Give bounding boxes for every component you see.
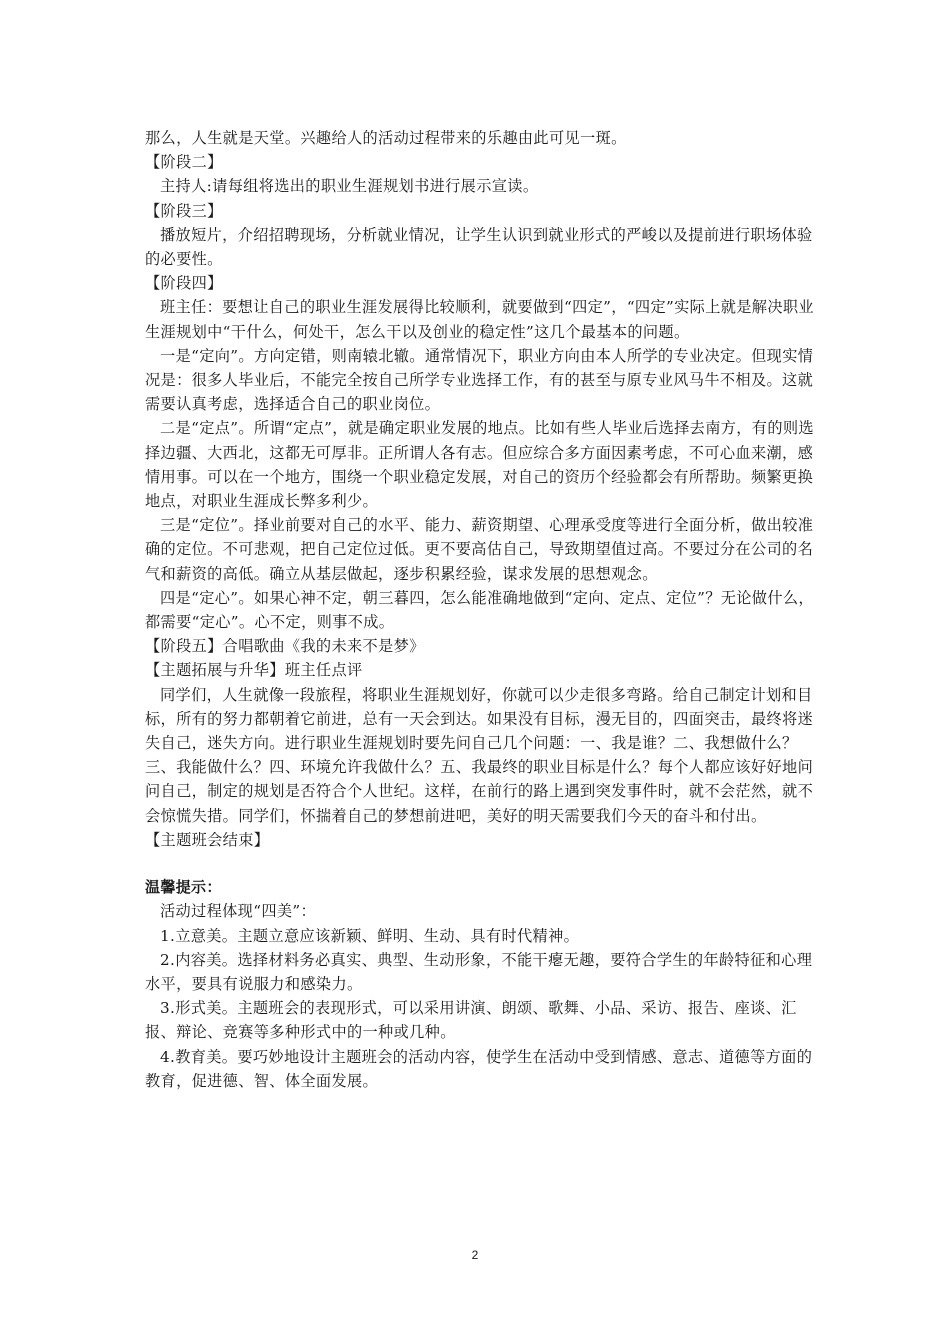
section-heading: 【主题班会结束】 [145,830,270,849]
tips-paragraph: 活动过程体现“四美”： [160,902,317,921]
tips-paragraph: 1.立意美。主题立意应该新颖、鲜明、生动、具有时代精神。 [160,926,580,945]
tips-paragraph: 2.内容美。选择材料务必真实、典型、生动形象，不能干瘪无趣，要符合学生的年龄特征和心理水平，要具有说服力和感染力。 [145,950,813,993]
section-heading: 【阶段二】 [145,153,223,172]
section-heading: 【阶段四】 [145,274,223,293]
paragraph: 二是“定点”。所谓“定点”，就是确定职业发展的地点。比如有些人毕业后选择去南方，有的则选择边疆、大西北，这都无可厚非。正所谓人各有志。但应综合多方面因素考虑，不可心血来潮，感情用事。可以在一个地方，围绕一个职业稳定发展，对自己的资历个经验都会有所帮助。频繁更换地点，对职业生涯成长弊多利少。 [145,419,814,511]
paragraph: 班主任：要想让自己的职业生涯发展得比较顺利，就要做到“四定”，“四定”实际上就是解决职业生涯规划中“干什么，何处干，怎么干以及创业的稳定性”这几个最基本的问题。 [145,298,814,341]
paragraph: 三是“定位”。择业前要对自己的水平、能力、薪资期望、心理承受度等进行全面分析，做出较准确的定位。不可悲观，把自己定位过低。更不要高估自己，导致期望值过高。不要过分在公司的名气和薪资的高低。确立从基层做起，逐步积累经验，谋求发展的思想观念。 [145,516,814,583]
tips-paragraph: 4.教育美。要巧妙地设计主题班会的活动内容，使学生在活动中受到情感、意志、道德等方面的教育，促进德、智、体全面发展。 [145,1047,813,1090]
paragraph: 主持人:请每组将选出的职业生涯规划书进行展示宣读。 [160,177,539,196]
paragraph: 一是“定向”。方向定错，则南辕北辙。通常情况下，职业方向由本人所学的专业决定。但现实情况是：很多人毕业后，不能完全按自己所学专业选择工作，有的甚至与原专业风马牛不相及。这就需要认真考虑，选择适合自己的职业岗位。 [145,346,814,414]
paragraph: 那么，人生就是天堂。兴趣给人的活动过程带来的乐趣由此可见一斑。 [145,129,627,147]
page-number: 2 [471,1248,479,1262]
tips-paragraph: 3.形式美。主题班会的表现形式，可以采用讲演、朗颂、歌舞、小品、采访、报告、座谈、汇报、辩论、竞赛等多种形式中的一种或几种。 [145,999,797,1042]
paragraph: 四是“定心”。如果心神不定，朝三暮四，怎么能准确地做到“定向、定点、定位”？无论做什么，都需要“定心”。心不定，则事不成。 [145,588,814,632]
document-body [145,126,815,1093]
section-heading: 【主题拓展与升华】班主任点评 [145,661,363,680]
section-heading: 【阶段三】 [145,201,223,220]
section-heading: 【阶段五】合唱歌曲《我的未来不是梦》 [145,637,425,656]
paragraph: 同学们，人生就像一段旅程，将职业生涯规划好，你就可以少走很多弯路。给自己制定计划和目标，所有的努力都朝着它前进，总有一天会到达。如果没有目标，漫无目的，四面突击，最终将迷失自己，迷失方向。进行职业生涯规划时要先问自己几个问题：一、我是谁？二、我想做什么？三、我能做什么？四、环境允许我做什么？五、我最终的职业目标是什么？每个人都应该好好地问问自己，制定的规划是否符合个人世纪。这样，在前行的路上遇到突发事件时，就不会茫然，就不会惊慌失措。同学们，怀揣着自己的梦想前进吧，美好的明天需要我们今天的奋斗和付出。 [145,685,814,825]
tips-title: 温馨提示： [145,878,222,897]
paragraph: 播放短片，介绍招聘现场，分析就业情况，让学生认识到就业形式的严峻以及提前进行职场体验的必要性。 [145,225,813,269]
